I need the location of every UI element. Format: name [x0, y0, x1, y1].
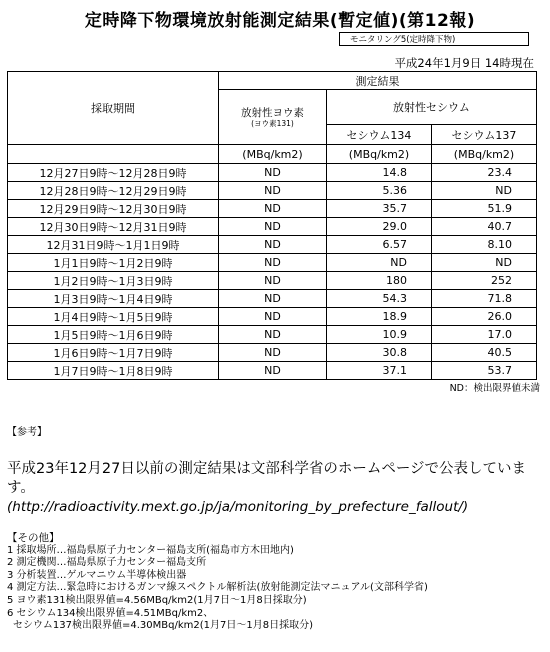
header-period: 採取期間 — [8, 72, 219, 145]
unit-blank — [8, 145, 219, 164]
row-period: 12月27日9時～12月28日9時 — [8, 164, 219, 182]
row-period: 1月3日9時～1月4日9時 — [8, 290, 219, 308]
header-results: 測定結果 — [219, 72, 537, 90]
row-cs137: 40.7 — [432, 218, 537, 236]
row-period: 1月7日9時～1月8日9時 — [8, 362, 219, 380]
row-cs134: 37.1 — [327, 362, 432, 380]
row-cs134: 14.8 — [327, 164, 432, 182]
row-cs134: ND — [327, 254, 432, 272]
row-cs137: 71.8 — [432, 290, 537, 308]
other-item: 6 セシウム134検出限界値=4.51MBq/km2、 — [7, 607, 214, 619]
row-cs134: 5.36 — [327, 182, 432, 200]
other-item: 5 ヨウ素131検出限界値=4.56MBq/km2(1月7日～1月8日採取分) — [7, 594, 307, 606]
other-heading: 【その他】 — [7, 532, 60, 544]
unit-iodine: (MBq/km2) — [219, 145, 327, 164]
page-title: 定時降下物環境放射能測定結果(暫定値)(第12報) — [84, 11, 476, 31]
table-row — [8, 164, 537, 182]
table-row — [8, 326, 537, 344]
row-i131: ND — [219, 200, 327, 218]
other-item: 2 測定機関…福島県原子力センター福島支所 — [7, 557, 207, 569]
header-cs137: セシウム137 — [432, 125, 537, 145]
nd-note: ND：検出限界値未満 — [449, 383, 540, 394]
table-row — [8, 344, 537, 362]
row-period: 1月5日9時～1月6日9時 — [8, 326, 219, 344]
table-row — [8, 254, 537, 272]
row-cs134: 54.3 — [327, 290, 432, 308]
row-cs137: 26.0 — [432, 308, 537, 326]
other-item: 1 採取場所…福島県原子力センター福島支所(福島市方木田地内) — [7, 544, 294, 556]
row-cs137: 23.4 — [432, 164, 537, 182]
report-date: 平成24年1月9日 14時現在 — [394, 56, 534, 70]
row-period: 1月2日9時～1月3日9時 — [8, 272, 219, 290]
row-cs134: 30.8 — [327, 344, 432, 362]
other-item: 4 測定方法…緊急時におけるガンマ線スペクトル解析法(放射能測定法マニュアル(文部科学省) — [7, 582, 428, 594]
row-cs134: 180 — [327, 272, 432, 290]
row-i131: ND — [219, 236, 327, 254]
row-cs134: 35.7 — [327, 200, 432, 218]
header-iodine-sub: (ヨウ素131) — [251, 118, 294, 128]
reference-url[interactable]: (http://radioactivity.mext.go.jp/ja/monitoring_by_prefecture_fallout/) — [7, 499, 469, 515]
row-period: 12月30日9時～12月31日9時 — [8, 218, 219, 236]
row-cs137: 40.5 — [432, 344, 537, 362]
row-cs137: 8.10 — [432, 236, 537, 254]
row-i131: ND — [219, 182, 327, 200]
row-i131: ND — [219, 164, 327, 182]
reference-text-block — [7, 460, 542, 517]
header-cs134: セシウム134 — [327, 125, 432, 145]
row-i131: ND — [219, 344, 327, 362]
row-cs137: 53.7 — [432, 362, 537, 380]
other-item: セシウム137検出限界値=4.30MBq/km2(1月7日～1月8日採取分) — [13, 620, 313, 632]
table-row — [8, 182, 537, 200]
row-i131: ND — [219, 308, 327, 326]
row-i131: ND — [219, 272, 327, 290]
row-i131: ND — [219, 290, 327, 308]
row-period: 12月31日9時～1月1日9時 — [8, 236, 219, 254]
row-period: 1月6日9時～1月7日9時 — [8, 344, 219, 362]
table-row — [8, 362, 537, 380]
row-cs137: 252 — [432, 272, 537, 290]
row-period: 12月29日9時～12月30日9時 — [8, 200, 219, 218]
row-cs137: ND — [432, 254, 537, 272]
row-period: 1月1日9時～1月2日9時 — [8, 254, 219, 272]
row-i131: ND — [219, 326, 327, 344]
row-i131: ND — [219, 218, 327, 236]
table-row — [8, 236, 537, 254]
row-cs134: 18.9 — [327, 308, 432, 326]
monitoring-tag: モニタリング5(定時降下物) — [339, 32, 529, 46]
results-table — [7, 71, 537, 380]
row-i131: ND — [219, 254, 327, 272]
row-i131: ND — [219, 362, 327, 380]
row-cs137: 51.9 — [432, 200, 537, 218]
row-period: 1月4日9時～1月5日9時 — [8, 308, 219, 326]
row-cs137: 17.0 — [432, 326, 537, 344]
other-item: 3 分析装置…ゲルマニウム半導体検出器 — [7, 569, 187, 581]
unit-cs134: (MBq/km2) — [327, 145, 432, 164]
row-cs134: 6.57 — [327, 236, 432, 254]
other-notes — [7, 532, 547, 633]
table-row — [8, 290, 537, 308]
table-row — [8, 200, 537, 218]
unit-cs137: (MBq/km2) — [432, 145, 537, 164]
table-row — [8, 308, 537, 326]
header-iodine — [219, 90, 327, 145]
header-iodine-label: 放射性ヨウ素 — [241, 106, 304, 119]
row-cs137: ND — [432, 182, 537, 200]
row-period: 12月28日9時～12月29日9時 — [8, 182, 219, 200]
table-row — [8, 218, 537, 236]
reference-text: 平成23年12月27日以前の測定結果は文部科学省のホームページで公表しています。 — [7, 461, 527, 496]
table-row — [8, 272, 537, 290]
header-cesium: 放射性セシウム — [327, 90, 537, 125]
row-cs134: 10.9 — [327, 326, 432, 344]
row-cs134: 29.0 — [327, 218, 432, 236]
reference-label: 【参考】 — [7, 427, 47, 438]
